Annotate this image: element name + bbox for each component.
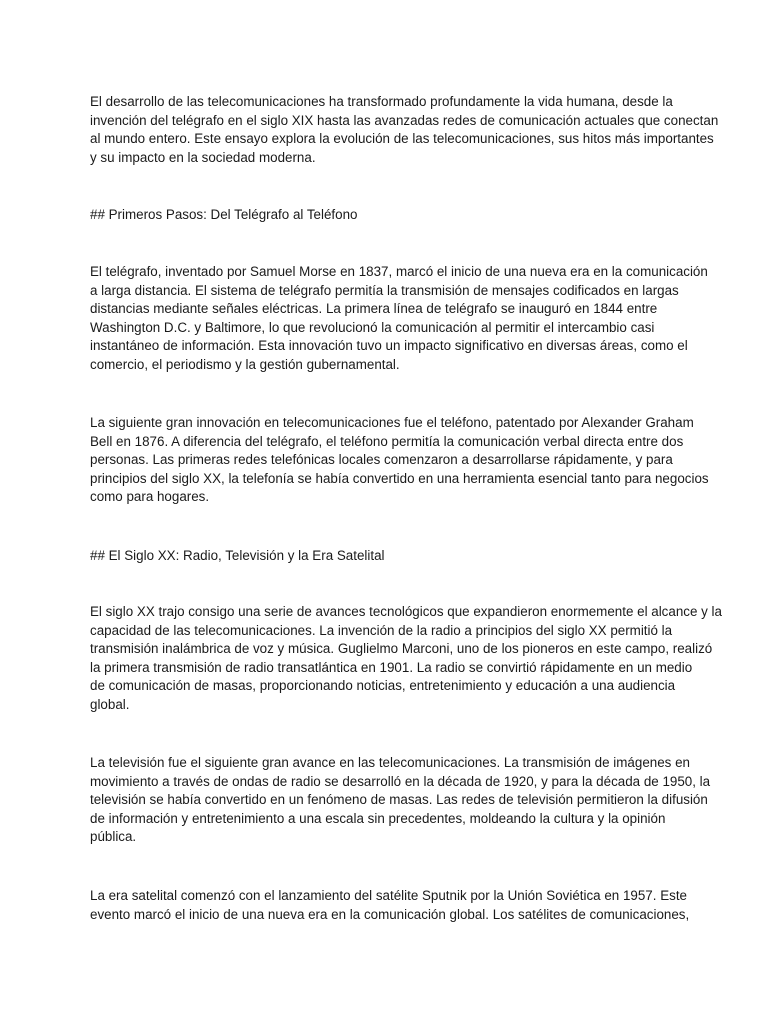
text-line: invención del telégrafo en el siglo XIX hasta las avanzadas redes de comunicación actuales que conectan <box>90 112 719 128</box>
text-line: al mundo entero. Este ensayo explora la evolución de las telecomunicaciones, sus hitos más importantes <box>90 131 714 147</box>
text-line: El siglo XX trajo consigo una serie de avances tecnológicos que expandieron enormemente el alcance y la <box>90 604 722 619</box>
radio-paragraph <box>90 603 722 715</box>
text-line: como para hogares. <box>90 489 210 505</box>
text-line: la primera transmisión de radio transatlántica en 1901. La radio se convirtió rápidamente en un medio <box>90 659 693 675</box>
telegraph-paragraph <box>90 263 708 375</box>
text-line: global. <box>90 696 130 712</box>
section-heading-primeros-pasos <box>90 206 685 225</box>
text-line: de información y entretenimiento a una escala sin precedentes, moldeando la cultura y la opinión <box>90 810 666 826</box>
text-line: La era satelital comenzó con el lanzamiento del satélite Sputnik por la Unión Soviética en 1957. Este <box>90 888 687 903</box>
text-line: La siguiente gran innovación en telecomunicaciones fue el teléfono, patentado por Alexander Graham <box>90 415 694 430</box>
text-line: evento marcó el inicio de una nueva era en la comunicación global. Los satélites de comunicaciones, <box>90 906 690 922</box>
television-paragraph <box>90 754 711 847</box>
text-line: a larga distancia. El sistema de telégrafo permitía la transmisión de mensajes codificados en largas <box>90 282 679 298</box>
heading-line: ## Primeros Pasos: Del Telégrafo al Teléfono <box>90 207 358 222</box>
text-line: capacidad de las telecomunicaciones. La invención de la radio a principios del siglo XX permitió la <box>90 622 673 638</box>
text-line: distancias mediante señales eléctricas. La primera línea de telégrafo se inauguró en 1844 entre <box>90 301 658 317</box>
text-line: personas. Las primeras redes telefónicas locales comenzaron a desarrollarse rápidamente, y para <box>90 452 673 468</box>
heading-line: ## El Siglo XX: Radio, Televisión y la Era Satelital <box>90 548 385 563</box>
text-line: de comunicación de masas, proporcionando noticias, entretenimiento y educación a una audiencia <box>90 678 676 694</box>
satellite-paragraph <box>90 887 690 924</box>
text-line: instantáneo de información. Esta innovación tuvo un impacto significativo en diversas áreas, como el <box>90 338 688 354</box>
text-line: comercio, el periodismo y la gestión gubernamental. <box>90 356 400 372</box>
telephone-paragraph <box>90 414 709 507</box>
text-line: El desarrollo de las telecomunicaciones ha transformado profundamente la vida humana, desde la <box>90 94 673 109</box>
text-line: El telégrafo, inventado por Samuel Morse en 1837, marcó el inicio de una nueva era en la comunicación <box>90 264 708 279</box>
intro-paragraph <box>90 93 719 167</box>
text-line: pública. <box>90 829 137 845</box>
text-line: La televisión fue el siguiente gran avance en las telecomunicaciones. La transmisión de imágenes en <box>90 755 690 770</box>
text-line: y su impacto en la sociedad moderna. <box>90 149 316 165</box>
text-line: televisión se había convertido en un fenómeno de masas. Las redes de televisión permitieron la difusión <box>90 792 708 808</box>
text-line: transmisión inalámbrica de voz y música. Guglielmo Marconi, uno de los pioneros en este campo, realizó <box>90 641 713 657</box>
text-line: movimiento a través de ondas de radio se desarrolló en la década de 1920, y para la década de 1950, la <box>90 773 711 789</box>
section-heading-siglo-xx <box>90 547 685 566</box>
text-line: Washington D.C. y Baltimore, lo que revolucionó la comunicación al permitir el intercambio casi <box>90 319 655 335</box>
text-line: Bell en 1876. A diferencia del telégrafo, el teléfono permitía la comunicación verbal directa entre dos <box>90 433 684 449</box>
text-line: principios del siglo XX, la telefonía se había convertido en una herramienta esencial tanto para negocios <box>90 470 709 486</box>
